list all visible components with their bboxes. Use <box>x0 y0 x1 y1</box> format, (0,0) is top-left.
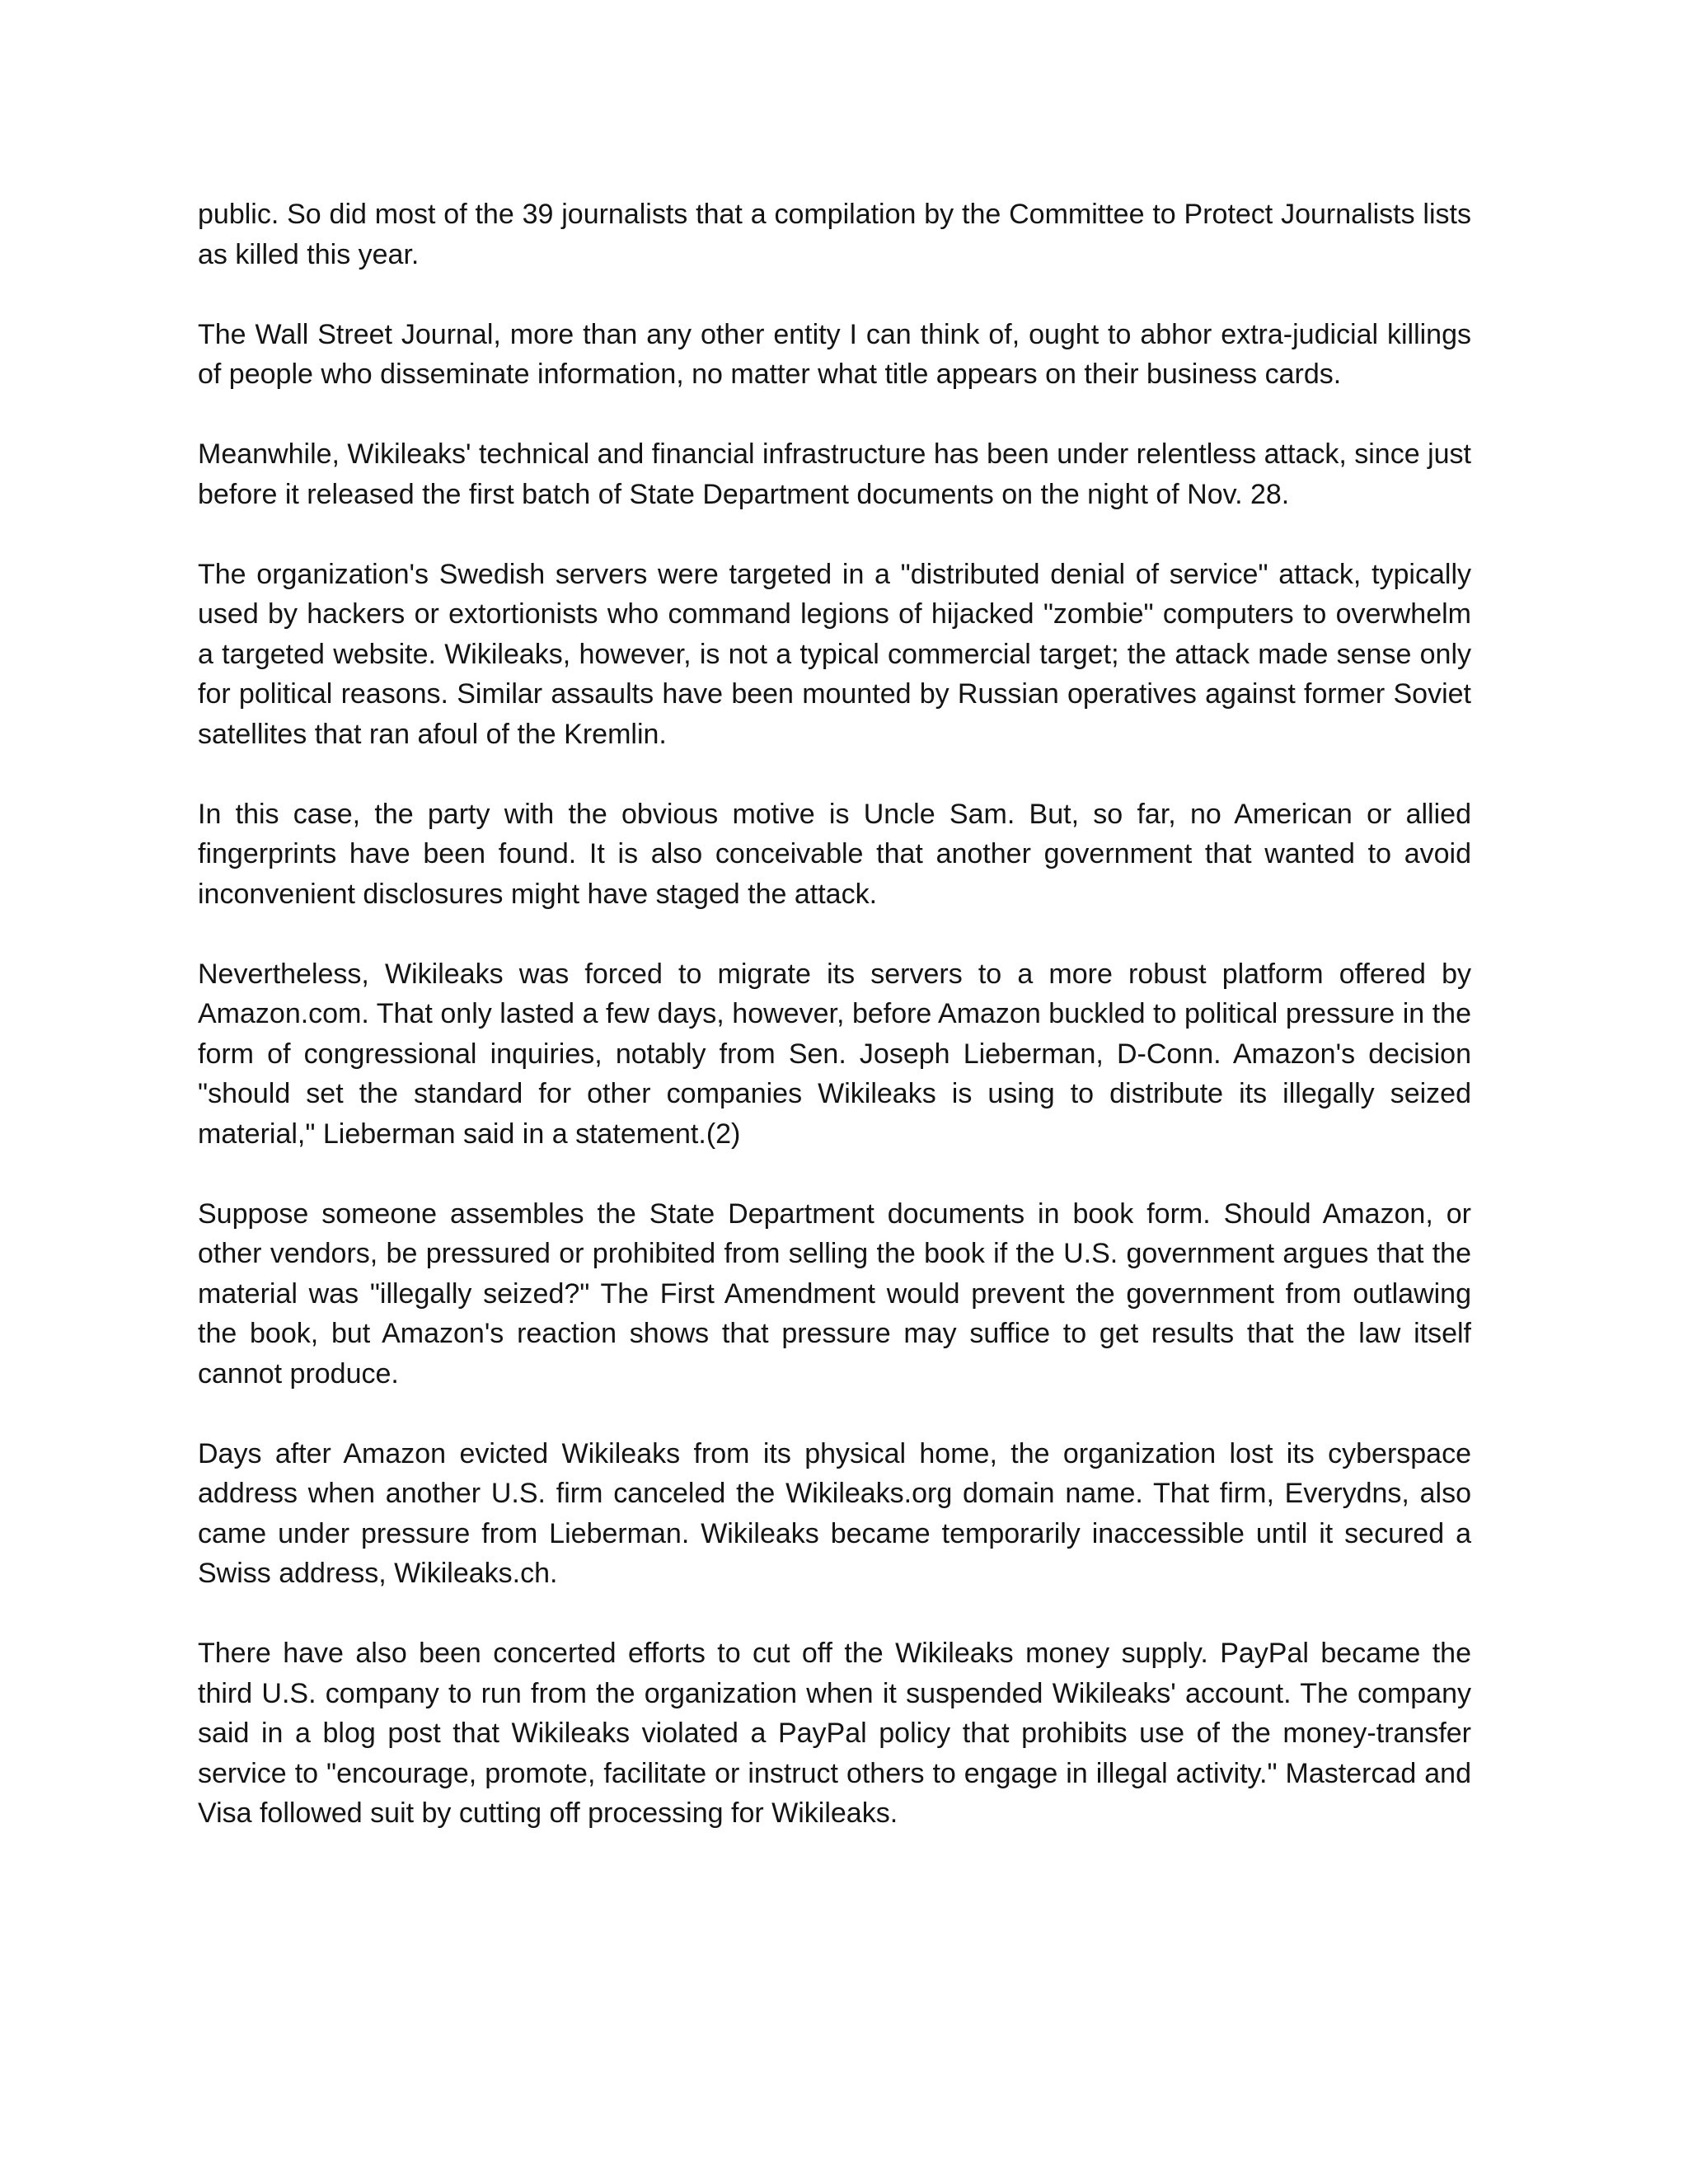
paragraph-9: There have also been concerted efforts to cut off the Wikileaks money supply. PayPal became the third U.S. company to run from the organization when it suspended Wikileaks' account. The company said in a blog post that Wikileaks violated a PayPal policy that prohibits use of the money-transfer service to "encourage, promote, facilitate or instruct others to engage in illegal activity." Mastercad and Visa followed suit by cutting off processing for Wikileaks. <box>198 1638 1471 1829</box>
paragraph-4: The organization's Swedish servers were targeted in a "distributed denial of service" attack, typically used by hackers or extortionists who command legions of hijacked "zombie" computers to overwhelm a targeted website. Wikileaks, however, is not a typical commercial target; the attack made sense only for political reasons. Similar assaults have been mounted by Russian operatives against former Soviet satellites that ran afoul of the Kremlin. <box>198 558 1471 750</box>
paragraph-5: In this case, the party with the obvious motive is Uncle Sam. But, so far, no American or allied fingerprints have been found. It is also conceivable that another government that wanted to avoid inconvenient disclosures might have staged the attack. <box>198 798 1471 910</box>
document-body <box>198 194 1471 1834</box>
paragraph-1: public. So did most of the 39 journalists that a compilation by the Committee to Protect Journalists lists as killed this year. <box>198 199 1471 270</box>
paragraph-3: Meanwhile, Wikileaks' technical and financial infrastructure has been under relentless attack, since just before it released the first batch of State Department documents on the night of Nov. 28. <box>198 438 1471 510</box>
paragraph-6: Nevertheless, Wikileaks was forced to migrate its servers to a more robust platform offered by Amazon.com. That only lasted a few days, however, before Amazon buckled to political pressure in the form of congressional inquiries, notably from Sen. Joseph Lieberman, D-Conn. Amazon's decision "should set the standard for other companies Wikileaks is using to distribute its illegally seized material," Lieberman said in a statement.(2) <box>198 958 1471 1150</box>
paragraph-7: Suppose someone assembles the State Department documents in book form. Should Amazon, or other vendors, be pressured or prohibited from selling the book if the U.S. government argues that the material was "illegally seized?" The First Amendment would prevent the government from outlawing the book, but Amazon's reaction shows that pressure may suffice to get results that the law itself cannot produce. <box>198 1197 1471 1390</box>
paragraph-8: Days after Amazon evicted Wikileaks from its physical home, the organization lost its cyberspace address when another U.S. firm canceled the Wikileaks.org domain name. That firm, Everydns, also came under pressure from Lieberman. Wikileaks became temporarily inaccessible until it secured a Swiss address, Wikileaks.ch. <box>198 1437 1471 1589</box>
paragraph-2: The Wall Street Journal, more than any other entity I can think of, ought to abhor extra-judicial killings of people who disseminate information, no matter what title appears on their business cards. <box>198 318 1471 390</box>
